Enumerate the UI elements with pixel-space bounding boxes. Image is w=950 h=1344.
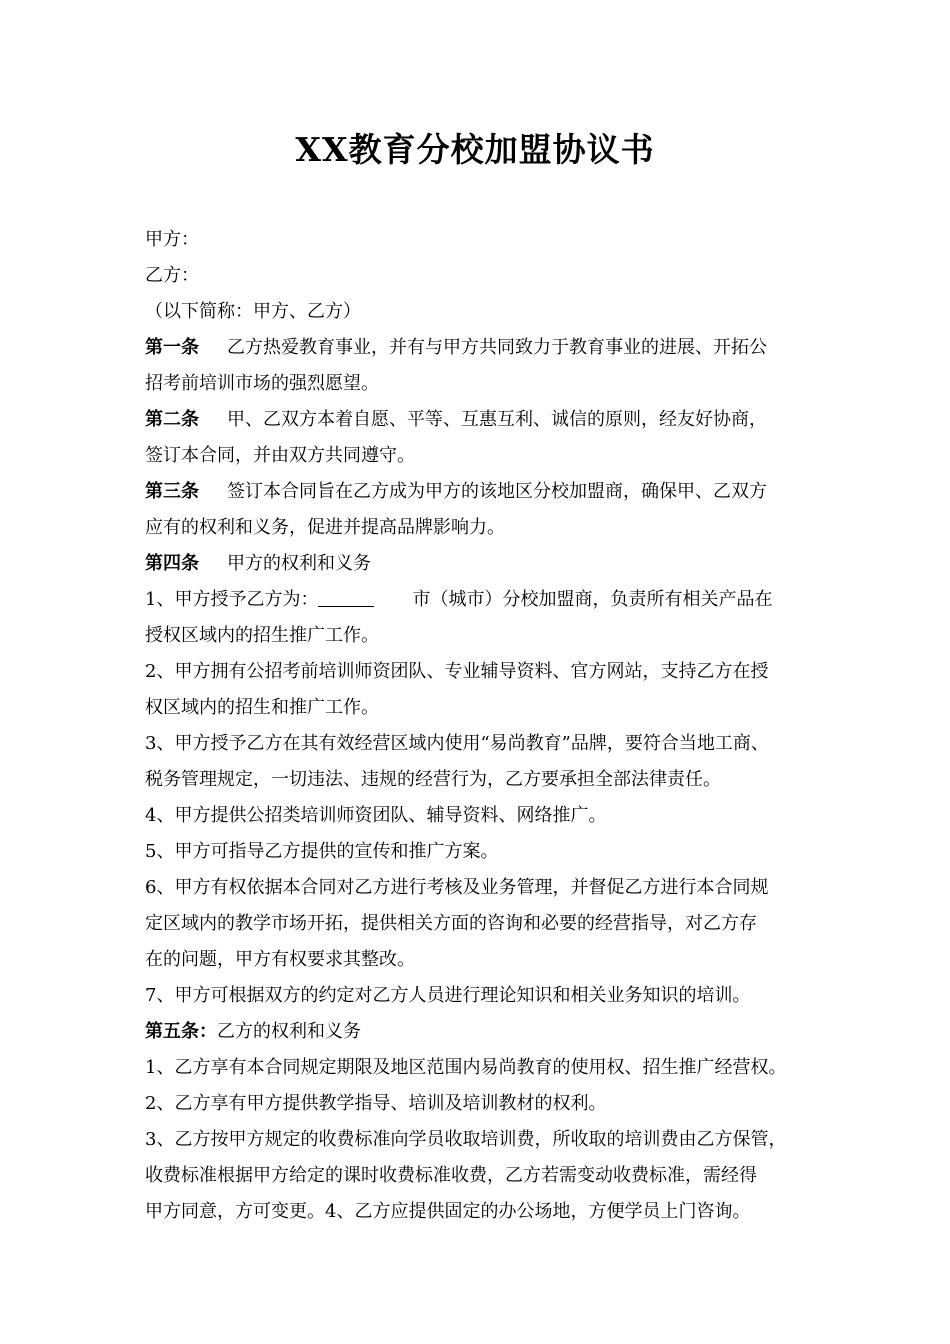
document-body (145, 222, 825, 1230)
article-3-line-2: 应有的权利和义务，促进并提高品牌影响力。 (145, 517, 505, 538)
article-5-heading-line (145, 1014, 825, 1050)
document-title: XX教育分校加盟协议书 (295, 130, 655, 169)
article-5-label: 第五条： (145, 1021, 217, 1042)
article-4-item-3-line-2: 税务管理规定，一切违法、违规的经营行为，乙方要承担全部法律责任。 (145, 769, 721, 790)
article-4-item-6-line-1: 6、甲方有权依据本合同对乙方进行考核及业务管理，并督促乙方进行本合同规 (145, 877, 769, 898)
article-1-line-2: 招考前培训市场的强烈愿望。 (145, 373, 379, 394)
article-4-item-2-line-2: 权区域内的招生和推广工作。 (145, 697, 379, 718)
article-4-heading: 甲方的权利和义务 (227, 553, 371, 574)
article-4-item-2-line-1: 2、甲方拥有公招考前培训师资团队、专业辅导资料、官方网站，支持乙方在授 (145, 661, 769, 682)
article-1-text: 乙方热爱教育事业，并有与甲方共同致力于教育事业的进展、开拓公 (227, 337, 767, 358)
article-2-text: 甲、乙双方本着自愿、平等、互惠互利、诚信的原则，经友好协商， (227, 409, 767, 430)
article-2-line-1 (145, 402, 825, 438)
article-4-item-1-pre: 1、甲方授予乙方为： (145, 589, 319, 610)
abbreviation-line: （以下简称：甲方、乙方） (145, 301, 361, 322)
article-4-item-6-line-2: 定区域内的教学市场开拓，提供相关方面的咨询和必要的经营指导，对乙方存 (145, 913, 757, 934)
article-5-item-3-line-1: 3、乙方按甲方规定的收费标准向学员收取培训费，所收取的培训费由乙方保管， (145, 1129, 787, 1150)
article-4-item-1-post: 市（城市）分校加盟商，负责所有相关产品在 (412, 589, 773, 610)
article-1-label: 第一条 (145, 337, 199, 358)
article-1-line-1 (145, 330, 825, 366)
article-4-heading-line (145, 546, 825, 582)
article-5-item-3-line-3: 甲方同意，方可变更。4、乙方应提供固定的办公场地，方便学员上门咨询。 (145, 1201, 751, 1222)
article-4-label: 第四条 (145, 553, 199, 574)
party-b-line: 乙方： (145, 265, 199, 286)
article-5-item-1: 1、乙方享有本合同规定期限及地区范围内易尚教育的使用权、招生推广经营权。 (145, 1057, 787, 1078)
article-4-item-6-line-3: 在的问题，甲方有权要求其整改。 (145, 949, 415, 970)
article-4-item-1-line-1 (145, 582, 825, 618)
article-5-item-2: 2、乙方享有甲方提供教学指导、培训及培训教材的权利。 (145, 1093, 607, 1114)
article-4-item-3-line-1: 3、甲方授予乙方在其有效经营区域内使用“易尚教育”品牌，要符合当地工商、 (145, 733, 769, 754)
article-3-line-1 (145, 474, 825, 510)
article-4-item-1-line-2: 授权区域内的招生推广工作。 (145, 625, 379, 646)
party-a-line: 甲方： (145, 229, 199, 250)
article-2-line-2: 签订本合同，并由双方共同遵守。 (145, 445, 415, 466)
article-3-text: 签订本合同旨在乙方成为甲方的该地区分校加盟商，确保甲、乙双方 (227, 481, 767, 502)
article-3-label: 第三条 (145, 481, 199, 502)
article-5-heading: 乙方的权利和义务 (217, 1021, 361, 1042)
article-4-item-5: 5、甲方可指导乙方提供的宣传和推广方案。 (145, 841, 499, 862)
article-5-item-3-line-2: 收费标准根据甲方给定的课时收费标准收费，乙方若需变动收费标准，需经得 (145, 1165, 757, 1186)
article-4-item-7: 7、甲方可根据双方的约定对乙方人员进行理论知识和相关业务知识的培训。 (145, 985, 751, 1006)
article-4-item-4: 4、甲方提供公招类培训师资团队、辅导资料、网络推广。 (145, 805, 607, 826)
fill-in-blank (318, 584, 374, 607)
article-2-label: 第二条 (145, 409, 199, 430)
